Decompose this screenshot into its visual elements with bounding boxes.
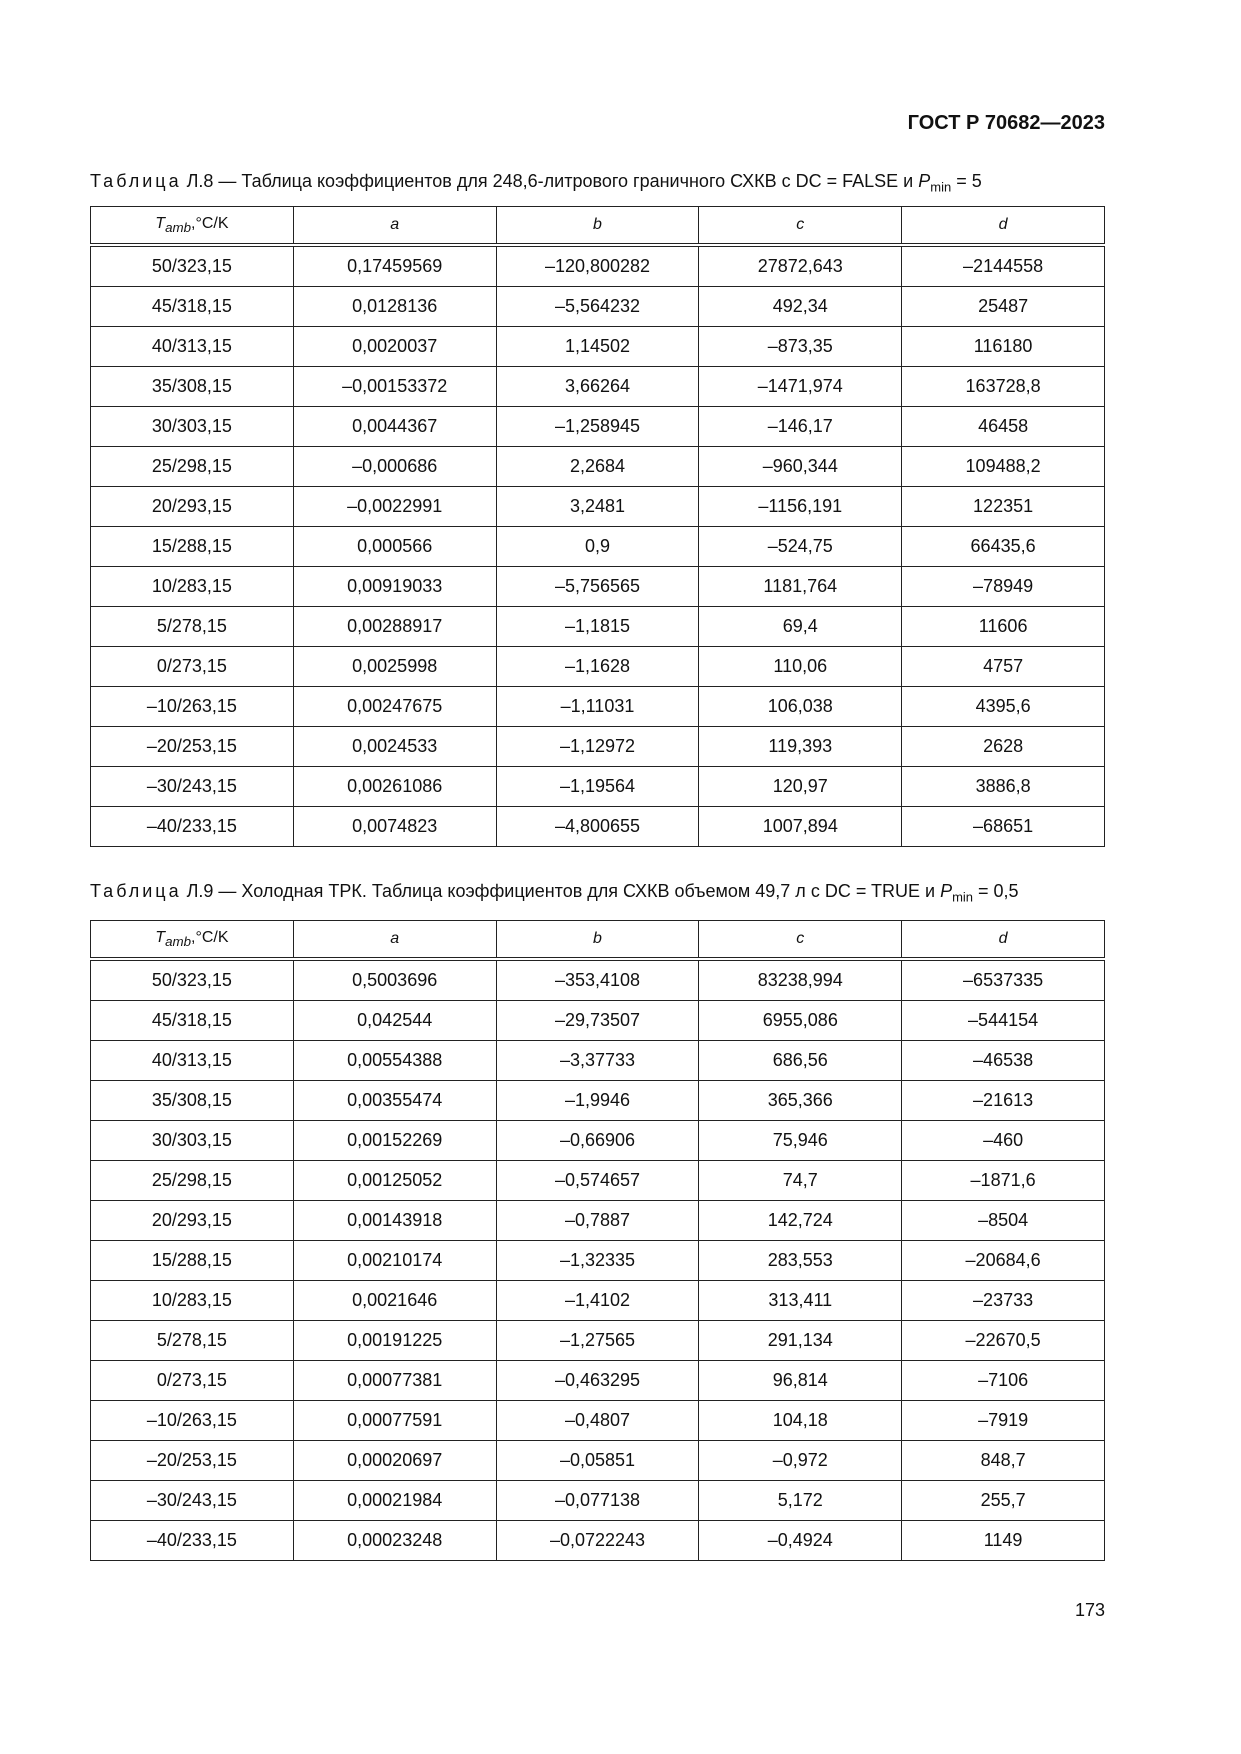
table-cell: –40/233,15: [91, 807, 294, 847]
table-cell: –4,800655: [496, 807, 699, 847]
table-cell: 0,9: [496, 527, 699, 567]
table-caption-l8: [90, 171, 1105, 195]
caption-sub: min: [930, 179, 952, 195]
table-cell: 66435,6: [902, 527, 1105, 567]
table-cell: 96,814: [699, 1361, 902, 1401]
table-cell: –0,0722243: [496, 1521, 699, 1561]
table-cell: 106,038: [699, 687, 902, 727]
table-cell: 46458: [902, 407, 1105, 447]
table-cell: 0,00919033: [293, 567, 496, 607]
table-cell: 10/283,15: [91, 567, 294, 607]
table-cell: 255,7: [902, 1481, 1105, 1521]
col-header-c: c: [699, 207, 902, 246]
page-number: 173: [1074, 1600, 1105, 1620]
caption-var: P: [918, 171, 931, 191]
table-cell: 1,14502: [496, 327, 699, 367]
table-cell: 0,00077591: [293, 1401, 496, 1441]
table-cell: –0,66906: [496, 1121, 699, 1161]
table-cell: –1,19564: [496, 767, 699, 807]
table-cell: 0,00077381: [293, 1361, 496, 1401]
table-cell: 5/278,15: [91, 1321, 294, 1361]
table-cell: –1,32335: [496, 1241, 699, 1281]
caption-text: Л.8 — Таблица коэффициентов для 248,6-литрового граничного СХКВ с DC = FALSE и: [181, 171, 919, 191]
table-cell: 69,4: [699, 607, 902, 647]
table-row: [91, 1481, 1105, 1521]
table-row: [91, 767, 1105, 807]
table-cell: –0,000686: [293, 447, 496, 487]
table-cell: –1,27565: [496, 1321, 699, 1361]
table-cell: 0,00261086: [293, 767, 496, 807]
table-row: [91, 1001, 1105, 1041]
table-cell: –46538: [902, 1041, 1105, 1081]
caption-tail: = 5: [951, 171, 982, 191]
table-cell: –6537335: [902, 959, 1105, 1001]
table-row: [91, 447, 1105, 487]
table-cell: 142,724: [699, 1201, 902, 1241]
table-cell: 313,411: [699, 1281, 902, 1321]
table-cell: –23733: [902, 1281, 1105, 1321]
table-cell: 0,00355474: [293, 1081, 496, 1121]
col-header-a: a: [293, 921, 496, 960]
table-cell: –68651: [902, 807, 1105, 847]
table-cell: –1471,974: [699, 367, 902, 407]
table-cell: 492,34: [699, 287, 902, 327]
table-cell: –0,05851: [496, 1441, 699, 1481]
table-cell: 25/298,15: [91, 1161, 294, 1201]
table-cell: –2144558: [902, 245, 1105, 287]
table-cell: –353,4108: [496, 959, 699, 1001]
table-cell: 45/318,15: [91, 287, 294, 327]
table-cell: 0/273,15: [91, 1361, 294, 1401]
table-cell: 119,393: [699, 727, 902, 767]
table-cell: –0,4924: [699, 1521, 902, 1561]
table-cell: 20/293,15: [91, 1201, 294, 1241]
table-cell: 0,00143918: [293, 1201, 496, 1241]
table-cell: –960,344: [699, 447, 902, 487]
table-row: [91, 245, 1105, 287]
table-cell: 5/278,15: [91, 607, 294, 647]
table-cell: 35/308,15: [91, 367, 294, 407]
caption-sub: min: [952, 889, 974, 905]
table-cell: –29,73507: [496, 1001, 699, 1041]
table-row: [91, 1081, 1105, 1121]
table-cell: 120,97: [699, 767, 902, 807]
col-header-temperature: $T_{amb},^\circ C/K$: [91, 921, 294, 960]
table-cell: –5,756565: [496, 567, 699, 607]
table-cell: –21613: [902, 1081, 1105, 1121]
table-row: [91, 1361, 1105, 1401]
table-cell: –10/263,15: [91, 1401, 294, 1441]
table-cell: 0,0024533: [293, 727, 496, 767]
table-cell: –10/263,15: [91, 687, 294, 727]
table-row: [91, 647, 1105, 687]
table-row: [91, 959, 1105, 1001]
table-cell: –1,1628: [496, 647, 699, 687]
table-row: [91, 1241, 1105, 1281]
document-header: ГОСТ Р 70682—2023: [907, 112, 1105, 134]
table-cell: 3,2481: [496, 487, 699, 527]
table-cell: –873,35: [699, 327, 902, 367]
table-row: [91, 1201, 1105, 1241]
table-cell: –544154: [902, 1001, 1105, 1041]
coefficient-table-l8: [90, 206, 1105, 847]
col-header-c: c: [699, 921, 902, 960]
table-row: [91, 1321, 1105, 1361]
table-cell: 0,00191225: [293, 1321, 496, 1361]
table-cell: 110,06: [699, 647, 902, 687]
table-cell: 30/303,15: [91, 1121, 294, 1161]
table-cell: 6955,086: [699, 1001, 902, 1041]
table-row: [91, 1161, 1105, 1201]
table-cell: –30/243,15: [91, 767, 294, 807]
table-cell: 75,946: [699, 1121, 902, 1161]
table-cell: 74,7: [699, 1161, 902, 1201]
caption-tail: = 0,5: [973, 881, 1019, 901]
caption-prefix: Таблица: [90, 881, 182, 901]
table-cell: 0,00210174: [293, 1241, 496, 1281]
table-row: [91, 287, 1105, 327]
table-header-row: [91, 207, 1105, 246]
table-row: [91, 1441, 1105, 1481]
table-cell: 848,7: [902, 1441, 1105, 1481]
table-cell: 0,00152269: [293, 1121, 496, 1161]
table-cell: 104,18: [699, 1401, 902, 1441]
table-cell: –0,00153372: [293, 367, 496, 407]
table-cell: 0/273,15: [91, 647, 294, 687]
table-row: [91, 367, 1105, 407]
table-row: [91, 727, 1105, 767]
table-cell: –0,574657: [496, 1161, 699, 1201]
coefficient-table-l9: [90, 920, 1105, 1561]
table-cell: –1,11031: [496, 687, 699, 727]
table-cell: 0,0074823: [293, 807, 496, 847]
table-cell: 0,042544: [293, 1001, 496, 1041]
table-row: [91, 1281, 1105, 1321]
table-cell: 1007,894: [699, 807, 902, 847]
table-row: [91, 1041, 1105, 1081]
table-row: [91, 807, 1105, 847]
table-cell: 15/288,15: [91, 527, 294, 567]
table-cell: 11606: [902, 607, 1105, 647]
table-cell: 0,00023248: [293, 1521, 496, 1561]
table-cell: –0,077138: [496, 1481, 699, 1521]
table-cell: 0,00020697: [293, 1441, 496, 1481]
table-cell: –7919: [902, 1401, 1105, 1441]
table-cell: 122351: [902, 487, 1105, 527]
table-cell: 2628: [902, 727, 1105, 767]
table-cell: –460: [902, 1121, 1105, 1161]
table-cell: –1,1815: [496, 607, 699, 647]
col-header-a: a: [293, 207, 496, 246]
table-cell: –30/243,15: [91, 1481, 294, 1521]
table-cell: –8504: [902, 1201, 1105, 1241]
table-row: [91, 407, 1105, 447]
table-row: [91, 327, 1105, 367]
table-caption-l9: [90, 881, 1105, 905]
table-cell: 0,00247675: [293, 687, 496, 727]
table-cell: 163728,8: [902, 367, 1105, 407]
table-row: [91, 1401, 1105, 1441]
table-cell: –7106: [902, 1361, 1105, 1401]
caption-var: P: [940, 881, 953, 901]
table-cell: 40/313,15: [91, 327, 294, 367]
table-cell: 1181,764: [699, 567, 902, 607]
table-cell: –0,0022991: [293, 487, 496, 527]
table-cell: 25487: [902, 287, 1105, 327]
table-cell: 2,2684: [496, 447, 699, 487]
table-cell: –5,564232: [496, 287, 699, 327]
table-cell: 3,66264: [496, 367, 699, 407]
table-cell: 10/283,15: [91, 1281, 294, 1321]
col-header-b: b: [496, 207, 699, 246]
table-cell: 686,56: [699, 1041, 902, 1081]
caption-text: Л.9 — Холодная ТРК. Таблица коэффициентов для СХКВ объемом 49,7 л с DC = TRUE и: [181, 881, 941, 901]
table-cell: –1871,6: [902, 1161, 1105, 1201]
table-cell: 109488,2: [902, 447, 1105, 487]
table-cell: –0,972: [699, 1441, 902, 1481]
table-cell: 30/303,15: [91, 407, 294, 447]
table-cell: 0,00021984: [293, 1481, 496, 1521]
table-row: [91, 527, 1105, 567]
table-cell: 283,553: [699, 1241, 902, 1281]
table-cell: –22670,5: [902, 1321, 1105, 1361]
table-cell: 20/293,15: [91, 487, 294, 527]
table-cell: –40/233,15: [91, 1521, 294, 1561]
table-cell: –0,4807: [496, 1401, 699, 1441]
table-cell: 0,000566: [293, 527, 496, 567]
table-cell: –3,37733: [496, 1041, 699, 1081]
table-cell: 27872,643: [699, 245, 902, 287]
table-cell: –20/253,15: [91, 727, 294, 767]
table-row: [91, 1521, 1105, 1561]
table-cell: 83238,994: [699, 959, 902, 1001]
col-header-d: d: [902, 921, 1105, 960]
col-header-d: d: [902, 207, 1105, 246]
table-cell: 0,00125052: [293, 1161, 496, 1201]
table-cell: 35/308,15: [91, 1081, 294, 1121]
table-cell: 5,172: [699, 1481, 902, 1521]
table-cell: –1,258945: [496, 407, 699, 447]
table-cell: 0,5003696: [293, 959, 496, 1001]
table-cell: –146,17: [699, 407, 902, 447]
table-cell: 15/288,15: [91, 1241, 294, 1281]
table-cell: –1,12972: [496, 727, 699, 767]
table-cell: –120,800282: [496, 245, 699, 287]
table-cell: 0,0025998: [293, 647, 496, 687]
table-cell: –1,4102: [496, 1281, 699, 1321]
table-cell: 3886,8: [902, 767, 1105, 807]
table-cell: 40/313,15: [91, 1041, 294, 1081]
table-cell: –524,75: [699, 527, 902, 567]
table-cell: 50/323,15: [91, 959, 294, 1001]
table-cell: 4395,6: [902, 687, 1105, 727]
table-row: [91, 687, 1105, 727]
table-cell: 291,134: [699, 1321, 902, 1361]
table-cell: 0,00288917: [293, 607, 496, 647]
table-cell: 0,0020037: [293, 327, 496, 367]
table-cell: 50/323,15: [91, 245, 294, 287]
table-row: [91, 607, 1105, 647]
col-header-temperature: $T_{amb},^\circ C/K$: [91, 207, 294, 246]
table-row: [91, 567, 1105, 607]
col-header-b: b: [496, 921, 699, 960]
table-cell: –20/253,15: [91, 1441, 294, 1481]
table-cell: –20684,6: [902, 1241, 1105, 1281]
table-cell: 4757: [902, 647, 1105, 687]
table-row: [91, 487, 1105, 527]
table-cell: 45/318,15: [91, 1001, 294, 1041]
table-cell: –0,7887: [496, 1201, 699, 1241]
caption-prefix: Таблица: [90, 171, 182, 191]
table-cell: 0,0021646: [293, 1281, 496, 1321]
table-cell: –78949: [902, 567, 1105, 607]
table-cell: 25/298,15: [91, 447, 294, 487]
table-cell: 0,0044367: [293, 407, 496, 447]
table-header-row: [91, 921, 1105, 960]
table-cell: 0,00554388: [293, 1041, 496, 1081]
table-cell: 0,17459569: [293, 245, 496, 287]
table-cell: 365,366: [699, 1081, 902, 1121]
table-cell: 0,0128136: [293, 287, 496, 327]
table-cell: –0,463295: [496, 1361, 699, 1401]
table-cell: –1,9946: [496, 1081, 699, 1121]
table-cell: 1149: [902, 1521, 1105, 1561]
table-row: [91, 1121, 1105, 1161]
table-cell: –1156,191: [699, 487, 902, 527]
table-cell: 116180: [902, 327, 1105, 367]
